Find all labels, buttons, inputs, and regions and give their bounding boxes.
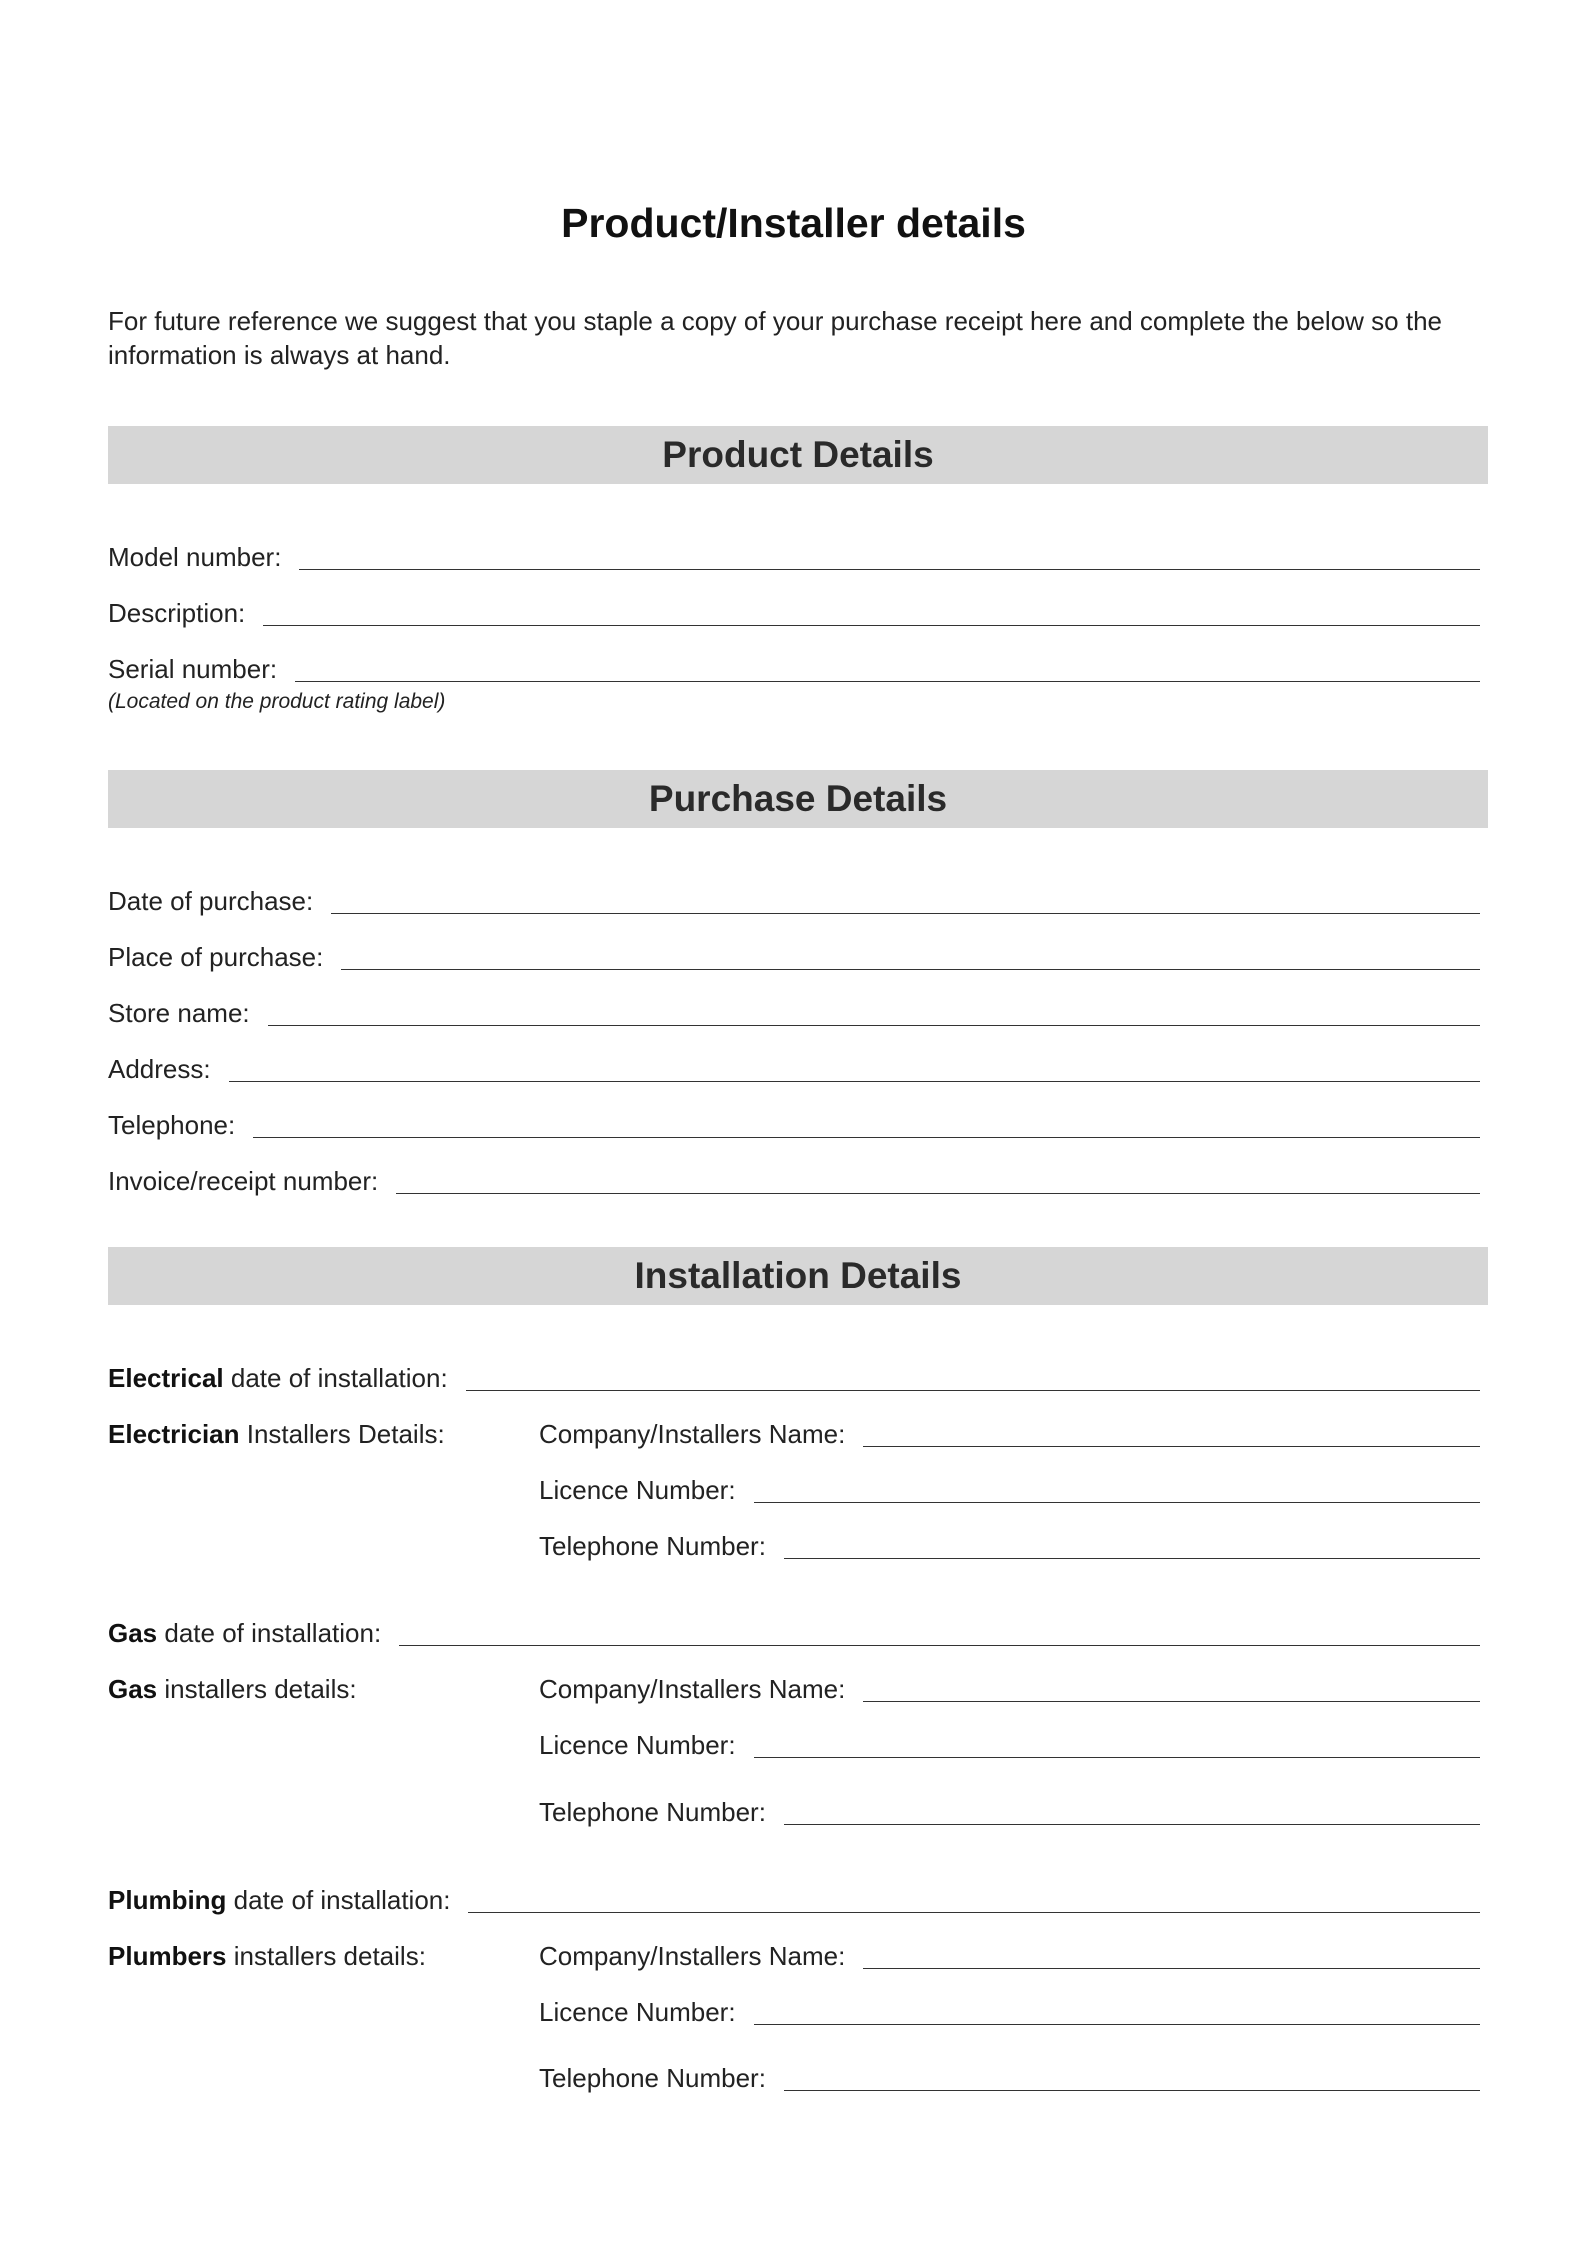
description-line[interactable]	[263, 625, 1480, 626]
electrical-date-label: Electrical date of installation:	[108, 1363, 448, 1393]
intro-text: For future reference we suggest that you staple a copy of your purchase receipt here and complete the below so the information is always at hand.	[108, 306, 1442, 370]
electrician-details-label: Electrician Installers Details:	[108, 1419, 445, 1449]
plumbing-date-field[interactable]	[108, 1883, 1480, 1917]
electrical-date-field[interactable]	[108, 1361, 1480, 1395]
store-telephone-field[interactable]	[108, 1108, 1480, 1142]
gas-details-label: Gas installers details:	[108, 1674, 357, 1704]
gas-date-label: Gas date of installation:	[108, 1618, 382, 1648]
place-of-purchase-line[interactable]	[341, 969, 1480, 970]
gas-date-field[interactable]	[108, 1616, 1480, 1650]
serial-number-label: Serial number:	[108, 654, 278, 684]
serial-number-line[interactable]	[295, 681, 1480, 682]
electrician-company-line[interactable]	[863, 1446, 1480, 1447]
gas-licence-label: Licence Number:	[539, 1730, 736, 1760]
electrician-company-label: Company/Installers Name:	[539, 1419, 846, 1449]
installation-details-heading: Installation Details	[108, 1247, 1488, 1305]
plumber-company-field[interactable]	[539, 1939, 1480, 1973]
place-of-purchase-field[interactable]	[108, 940, 1480, 974]
address-label: Address:	[108, 1054, 211, 1084]
model-number-line[interactable]	[299, 569, 1480, 570]
gas-company-field[interactable]	[539, 1672, 1480, 1706]
date-of-purchase-line[interactable]	[331, 913, 1480, 914]
electrician-telephone-label: Telephone Number:	[539, 1531, 766, 1561]
purchase-details-heading: Purchase Details	[108, 770, 1488, 828]
gas-licence-line[interactable]	[754, 1757, 1480, 1758]
plumber-licence-field[interactable]	[539, 1995, 1480, 2029]
date-of-purchase-field[interactable]	[108, 884, 1480, 918]
gas-company-line[interactable]	[863, 1701, 1480, 1702]
electrician-licence-label: Licence Number:	[539, 1475, 736, 1505]
plumbers-details-label: Plumbers installers details:	[108, 1941, 426, 1971]
gas-telephone-line[interactable]	[784, 1824, 1480, 1825]
gas-licence-field[interactable]	[539, 1728, 1480, 1762]
plumber-licence-line[interactable]	[754, 2024, 1480, 2025]
address-field[interactable]	[108, 1052, 1480, 1086]
store-name-field[interactable]	[108, 996, 1480, 1030]
electrical-date-line[interactable]	[466, 1390, 1480, 1391]
page-title: Product/Installer details	[561, 200, 1026, 246]
electrician-telephone-line[interactable]	[784, 1558, 1480, 1559]
plumber-licence-label: Licence Number:	[539, 1997, 736, 2027]
electrician-licence-line[interactable]	[754, 1502, 1480, 1503]
plumber-telephone-field[interactable]	[539, 2061, 1480, 2095]
store-name-label: Store name:	[108, 998, 250, 1028]
serial-number-note: (Located on the product rating label)	[108, 690, 446, 713]
store-telephone-line[interactable]	[253, 1137, 1480, 1138]
product-details-heading: Product Details	[108, 426, 1488, 484]
place-of-purchase-label: Place of purchase:	[108, 942, 324, 972]
plumbing-date-label: Plumbing date of installation:	[108, 1885, 451, 1915]
invoice-number-label: Invoice/receipt number:	[108, 1166, 379, 1196]
serial-number-field[interactable]	[108, 652, 1480, 686]
plumber-company-label: Company/Installers Name:	[539, 1941, 846, 1971]
electrician-telephone-field[interactable]	[539, 1529, 1480, 1563]
description-label: Description:	[108, 598, 246, 628]
plumber-company-line[interactable]	[863, 1968, 1480, 1969]
gas-date-line[interactable]	[399, 1645, 1480, 1646]
invoice-number-field[interactable]	[108, 1164, 1480, 1198]
store-telephone-label: Telephone:	[108, 1110, 236, 1140]
plumbing-date-line[interactable]	[468, 1912, 1480, 1913]
gas-company-label: Company/Installers Name:	[539, 1674, 846, 1704]
gas-telephone-label: Telephone Number:	[539, 1797, 766, 1827]
electrician-licence-field[interactable]	[539, 1473, 1480, 1507]
gas-telephone-field[interactable]	[539, 1795, 1480, 1829]
electrician-company-field[interactable]	[539, 1417, 1480, 1451]
store-name-line[interactable]	[268, 1025, 1480, 1026]
date-of-purchase-label: Date of purchase:	[108, 886, 314, 916]
description-field[interactable]	[108, 596, 1480, 630]
address-line[interactable]	[229, 1081, 1480, 1082]
plumber-telephone-label: Telephone Number:	[539, 2063, 766, 2093]
plumber-telephone-line[interactable]	[784, 2090, 1480, 2091]
model-number-label: Model number:	[108, 542, 282, 572]
model-number-field[interactable]	[108, 540, 1480, 574]
invoice-number-line[interactable]	[396, 1193, 1480, 1194]
